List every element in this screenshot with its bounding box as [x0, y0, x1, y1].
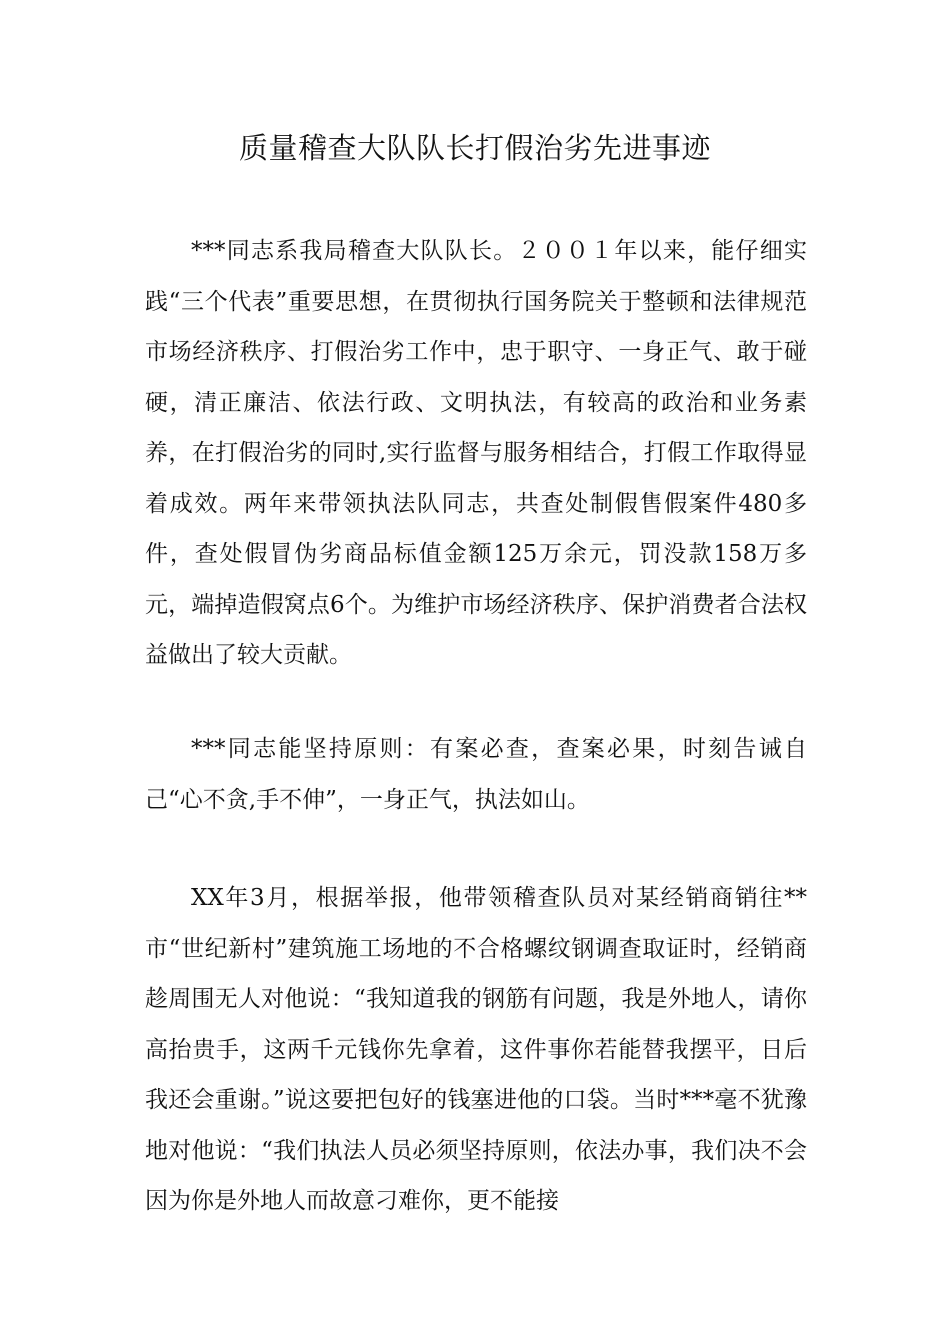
paragraph-3: XX年3月，根据举报，他带领稽查队员对某经销商销往**市“世纪新村”建筑施工场地的不合格螺纹钢调查取证时，经销商趁周围无人对他说：“我知道我的钢筋有问题，我是外地人，请你高抬贵手，这两千元钱你先拿着，这件事你若能替我摆平，日后我还会重谢。”说这要把包好的钱塞进他的口袋。当时***毫不犹豫地对他说：“我们执法人员必须坚持原则，依法办事，我们决不会因为你是外地人而故意刁难你，更不能接: [145, 885, 807, 1214]
paragraph-2: ***同志能坚持原则：有案必查，查案必果，时刻告诫自己“心不贪,手不伸”，一身正气，执法如山。: [145, 736, 807, 813]
paragraph-1: ***同志系我局稽查大队队长。２００１年以来，能仔细实践“三个代表”重要思想，在贯彻执行国务院关于整顿和法律规范市场经济秩序、打假治劣工作中，忠于职守、一身正气、敢于碰硬，清正廉洁、依法行政、文明执法，有较高的政治和业务素养，在打假治劣的同时,实行监督与服务相结合，打假工作取得显着成效。两年来带领执法队同志，共查处制假售假案件480多件，查处假冒伪劣商品标值金额125万余元，罚没款158万多元，端掉造假窝点6个。为维护市场经济秩序、保护消费者合法权益做出了较大贡献。: [145, 238, 807, 668]
document-title: 质量稽查大队队长打假治劣先进事迹: [238, 131, 711, 165]
